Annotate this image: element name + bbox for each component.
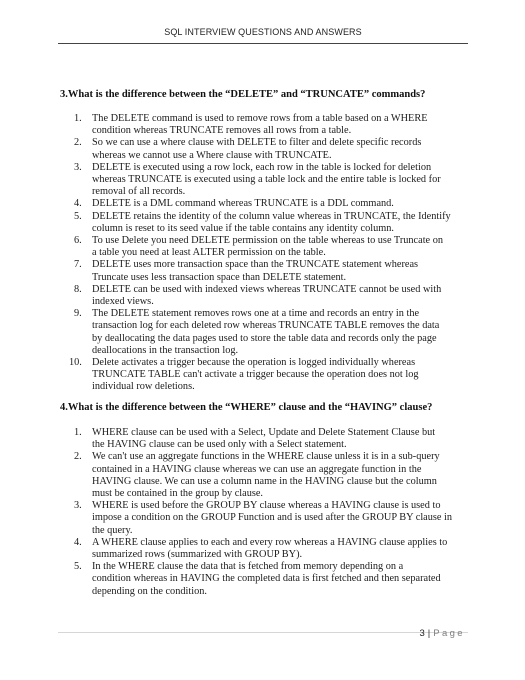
list-item [58,162,468,199]
list-item-number: 7. [74,259,82,271]
list-item-text-line: condition whereas TRUNCATE removes all rows from a table. [92,125,352,137]
list-item-text-line: whereas TRUNCATE is executed using a table lock and the entire table is locked for [92,174,441,186]
list-item-text-line: DELETE retains the identity of the column value whereas in TRUNCATE, the Identify [92,210,451,222]
list-item-number: 2. [74,451,82,463]
page-number: 3 [419,628,425,639]
header-title: SQL INTERVIEW QUESTIONS AND ANSWERS [164,27,362,37]
list-item-text-line: individual row deletions. [92,381,195,393]
list-item-text-line: deallocations in the transaction log. [92,344,239,356]
list-item [58,284,468,308]
list-item [58,113,468,137]
list-item-number: 4. [74,536,82,548]
list-item-number: 3. [74,161,82,173]
list-item-text-line: transaction log for each deleted row whereas TRUNCATE TABLE removes the data [92,320,440,332]
footer-divider [58,632,468,633]
list-item [58,451,468,500]
list-item-text-line: the query. [92,524,133,536]
list-item-text-line: removal of all records. [92,186,186,198]
list-item-text-line: a table you need at least ALTER permission on the table. [92,247,326,259]
list-item-text-line: WHERE is used before the GROUP BY clause whereas a HAVING clause is used to [92,500,441,512]
list-item-number: 1. [74,113,82,124]
list-item [58,427,468,451]
list-item-text-line: whereas we cannot use a Where clause with TRUNCATE. [92,149,332,161]
list-item [58,211,468,235]
list-item-number: 10. [69,357,82,369]
list-item-text-line: The DELETE statement removes rows one at a time and records an entry in the [92,308,420,320]
list-item-text-line: summarized rows (summarized with GROUP BY). [92,549,303,561]
list-item-text-line: depending on the condition. [92,585,207,597]
list-item-text-line: contained in a HAVING clause whereas we can use an aggregate function in the [92,463,422,475]
page-label: Page [433,628,465,639]
list-item-text-line: the HAVING clause can be used only with a Select statement. [92,439,347,451]
page-footer [419,628,465,639]
question-3-answer-list [58,113,468,394]
list-item [58,198,468,210]
list-item-text-line: impose a condition on the GROUP Function and is used after the GROUP BY clause in [92,512,453,524]
list-item-number: 5. [74,210,82,222]
list-item-text-line: The DELETE command is used to remove rows from a table based on a WHERE [92,113,428,124]
list-item-text-line: HAVING clause. We can use a column name in the HAVING clause but the column [92,475,437,487]
list-item-text-line: DELETE is executed using a row lock, each row in the table is locked for deletion [92,161,432,173]
list-item-text-line: DELETE can be used with indexed views whereas TRUNCATE cannot be used with [92,283,442,295]
list-item-number: 4. [74,198,82,210]
list-item-text-line: DELETE is a DML command whereas TRUNCATE is a DDL command. [92,198,394,210]
list-item [58,235,468,259]
list-item [58,357,468,394]
list-item-text-line: DELETE uses more transaction space than the TRUNCATE statement whereas [92,259,419,271]
list-item-number: 9. [74,308,82,320]
list-item-text-line: In the WHERE clause the data that is fetched from memory depending on a [92,561,404,573]
list-item-text-line: Delete activates a trigger because the operation is logged individually whereas [92,357,416,369]
list-item-text-line: TRUNCATE TABLE can't activate a trigger because the operation does not log [92,369,419,381]
list-item-number: 8. [74,283,82,295]
question-4-answer-list [58,427,468,598]
footer-separator: | [427,628,431,639]
list-item-text-line: We can't use an aggregate functions in the WHERE clause unless it is in a sub-query [92,451,440,463]
list-item [58,561,468,598]
list-item-text-line: condition whereas in HAVING the completed data is first fetched and then separated [92,573,441,585]
list-item-number: 1. [74,427,82,438]
list-item-text-line: by deallocating the data pages used to store the table data and records only the page [92,332,437,344]
list-item-text-line: So we can use a where clause with DELETE to filter and delete specific records [92,137,422,149]
list-item-text-line: To use Delete you need DELETE permission on the table whereas to use Truncate on [92,235,443,247]
list-item [58,259,468,283]
list-item-number: 6. [74,235,82,247]
page-header [58,0,468,44]
question-4-heading: 4.What is the difference between the “WHERE” clause and the “HAVING” clause? [60,402,433,413]
list-item-number: 3. [74,500,82,512]
list-item-text-line: A WHERE clause applies to each and every row whereas a HAVING clause applies to [92,536,448,548]
list-item [58,537,468,561]
list-item-number: 2. [74,137,82,149]
list-item-number: 5. [74,561,82,573]
list-item-text-line: WHERE clause can be used with a Select, Update and Delete Statement Clause but [92,427,436,438]
list-item-text-line: column is reset to its seed value if the table contains any identity column. [92,222,394,234]
list-item [58,308,468,357]
list-item [58,500,468,537]
list-item-text-line: Truncate uses less transaction space than DELETE statement. [92,271,347,283]
list-item-text-line: must be contained in the group by clause. [92,488,263,500]
list-item [58,137,468,161]
question-3-heading: 3.What is the difference between the “DELETE” and “TRUNCATE” commands? [60,89,426,100]
list-item-text-line: indexed views. [92,296,154,308]
